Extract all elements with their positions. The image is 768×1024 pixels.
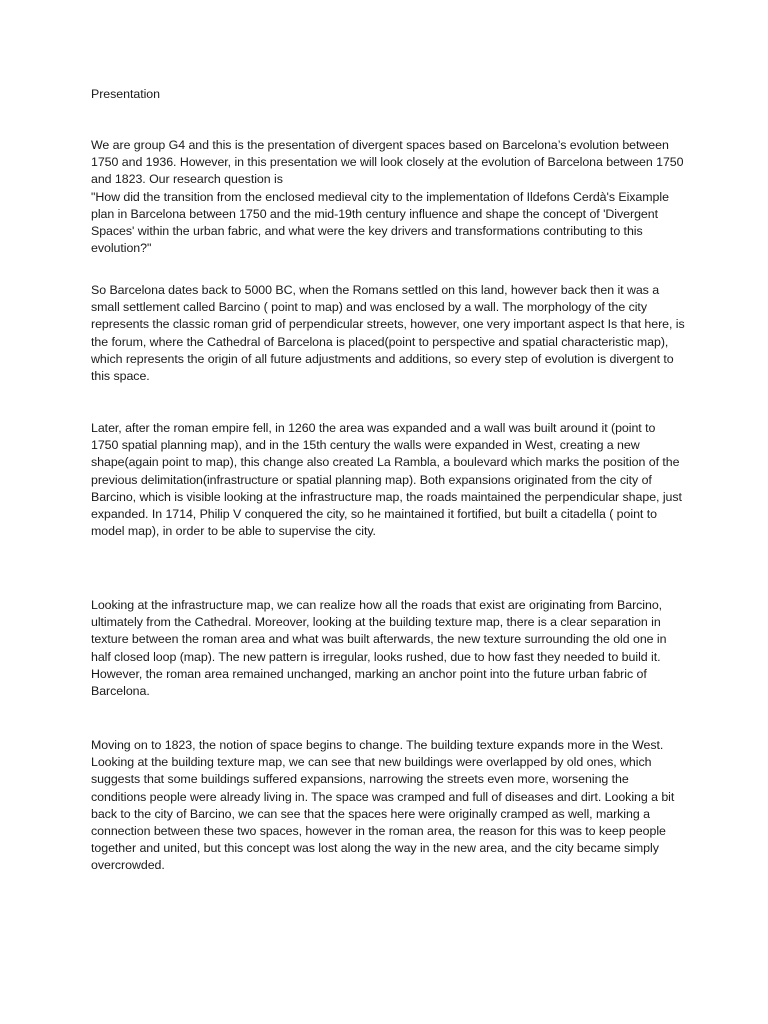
- paragraph-1823-changes: Moving on to 1823, the notion of space begins to change. The building texture expands more in the West. Looking at the building texture map, we can see that new buildings were overlapped by old ones, which suggests that some buildings suffered expansions, narrowing the streets even more, worsening the conditions people were already living in. The space was cramped and full of diseases and dirt. Looking a bit back to the city of Barcino, we can see that the spaces here were originally cramped as well, marking a connection between these two spaces, however in the roman area, the reason for this was to keep people together and united, but this concept was lost along the way in the new area, and the city became simply overcrowded.: [91, 738, 675, 873]
- document-title: Presentation: [91, 87, 160, 101]
- paragraph-city-expansions: Later, after the roman empire fell, in 1260 the area was expanded and a wall was built around it (point to 1750 spatial planning map), and in the 15th century the walls were expanded in West, creating a new shape(again point to map), this change also created La Rambla, a boulevard which marks the position of the previous delimitation(infrastructure or spatial planning map). Both expansions originated from the city of Barcino, which is visible looking at the infrastructure map, the roads maintained the perpendicular shape, just expanded. In 1714, Philip V conquered the city, so he maintained it fortified, but built a citadella ( point to model map), in order to be able to supervise the city.: [91, 421, 682, 539]
- paragraph-infrastructure-texture: Looking at the infrastructure map, we can realize how all the roads that exist are originating from Barcino, ultimately from the Cathedral. Moreover, looking at the building texture map, there is a clear separation in texture between the roman area and what was built afterwards, the new texture surrounding the old one in half closed loop (map). The new pattern is irregular, looks rushed, due to how fast they needed to build it. However, the roman area remained unchanged, marking an anchor point into the future urban fabric of Barcelona.: [91, 598, 667, 699]
- paragraph-barcino-origins: So Barcelona dates back to 5000 BC, when the Romans settled on this land, however back then it was a small settlement called Barcino ( point to map) and was enclosed by a wall. The morphology of the city represents the classic roman grid of perpendicular streets, however, one very important aspect Is that here, is the forum, where the Cathedral of Barcelona is placed(point to perspective and spatial characteristic map), which represents the origin of all future adjustments and additions, so every step of evolution is divergent to this space.: [91, 283, 685, 384]
- paragraph-introduction: We are group G4 and this is the presentation of divergent spaces based on Barcelona’s evolution between 1750 and 1936. However, in this presentation we will look closely at the evolution of Barcelona between 1750 and 1823. Our research question is "How did the transition from the enclosed medieval city to the implementation of Ildefons Cerdà's Eixample plan in Barcelona between 1750 and the mid-19th century influence and shape the concept of 'Divergent Spaces' within the urban fabric, and what were the key drivers and transformations contributing to this evolution?": [91, 138, 684, 256]
